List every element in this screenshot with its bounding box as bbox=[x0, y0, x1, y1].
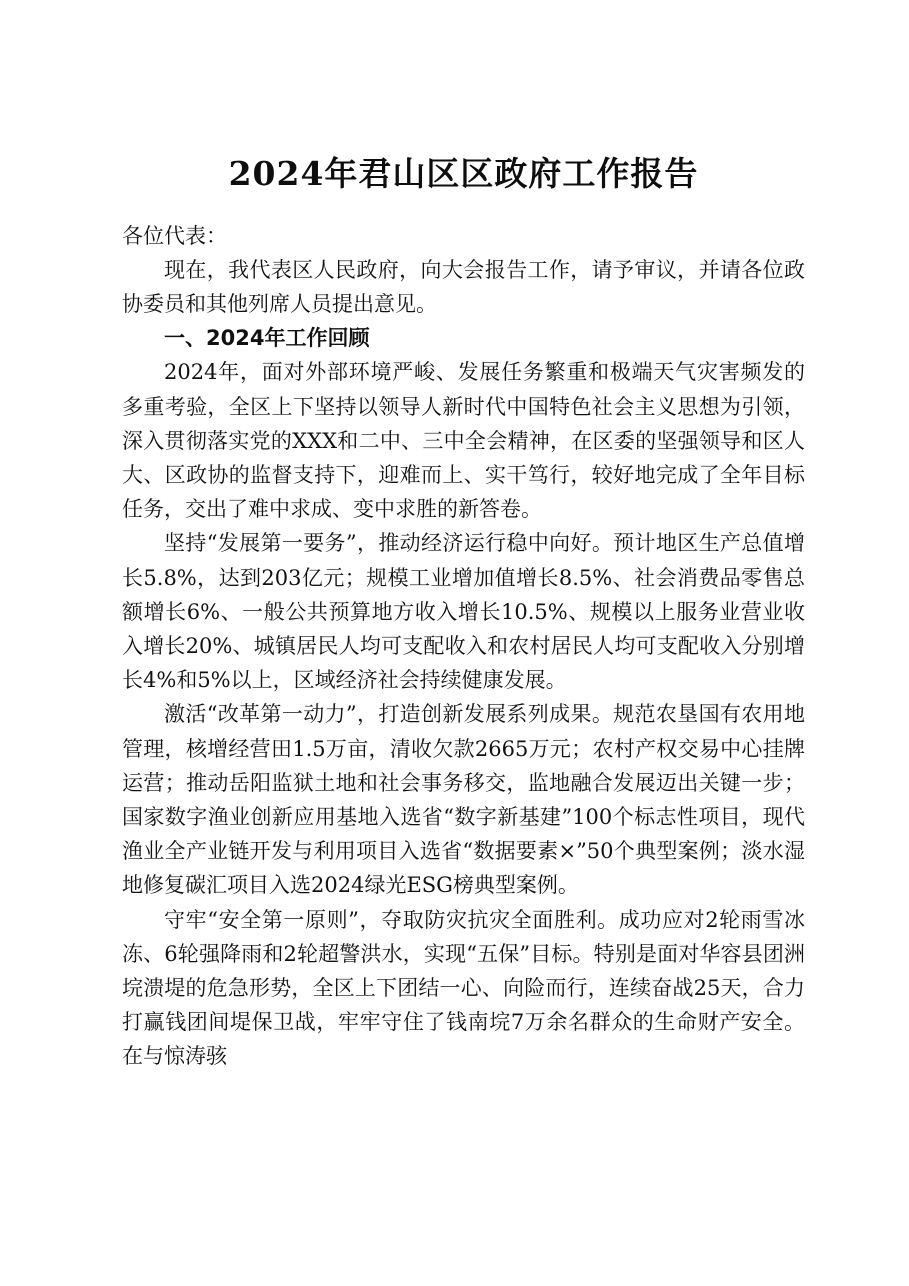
section-paragraph-reform: 激活“改革第一动力”，打造创新发展系列成果。规范农垦国有农用地管理，核增经营田1.5万亩，清收欠款2665万元；农村产权交易中心挂牌运营；推动岳阳监狱土地和社会事务移交，监地融合发展迈出关键一步；国家数字渔业创新应用基地入选省“数字新基建”100个标志性项目，现代渔业全产业链开发与利用项目入选省“数据要素×”50个典型案例；淡水湿地修复碳汇项目入选2024绿光ESG榜典型案例。 bbox=[122, 702, 805, 898]
intro-paragraph: 现在，我代表区人民政府，向大会报告工作，请予审议，并请各位政协委员和其他列席人员提出意见。 bbox=[122, 258, 805, 317]
section-paragraph-safety: 守牢“安全第一原则”，夺取防灾抗灾全面胜利。成功应对2轮雨雪冰冻、6轮强降雨和2轮超警洪水，实现“五保”目标。特别是面对华容县团洲垸溃堤的危急形势，全区上下团结一心、向险而行，连续奋战25天，合力打赢钱团间堤保卫战，牢牢守住了钱南垸7万余名群众的生命财产安全。在与惊涛骇 bbox=[122, 907, 805, 1069]
section-paragraph-overview: 2024年，面对外部环境严峻、发展任务繁重和极端天气灾害频发的多重考验，全区上下坚持以领导人新时代中国特色社会主义思想为引领，深入贯彻落实党的XXX和二中、三中全会精神，在区委的坚强领导和区人大、区政协的监督支持下，迎难而上、实干笃行，较好地完成了全年目标任务，交出了难中求成、变中求胜的新答卷。 bbox=[122, 360, 805, 522]
document-title: 2024年君山区区政府工作报告 bbox=[228, 154, 699, 193]
section-paragraph-economy: 坚持“发展第一要务”，推动经济运行稳中向好。预计地区生产总值增长5.8%，达到203亿元；规模工业增加值增长8.5%、社会消费品零售总额增长6%、一般公共预算地方收入增长10.5%、规模以上服务业营业收入增长20%、城镇居民人均可支配收入和农村居民人均可支配收入分别增长4%和5%以上，区域经济社会持续健康发展。 bbox=[122, 531, 805, 693]
section-heading: 一、2024年工作回顾 bbox=[164, 326, 370, 351]
salutation: 各位代表： bbox=[122, 224, 227, 248]
